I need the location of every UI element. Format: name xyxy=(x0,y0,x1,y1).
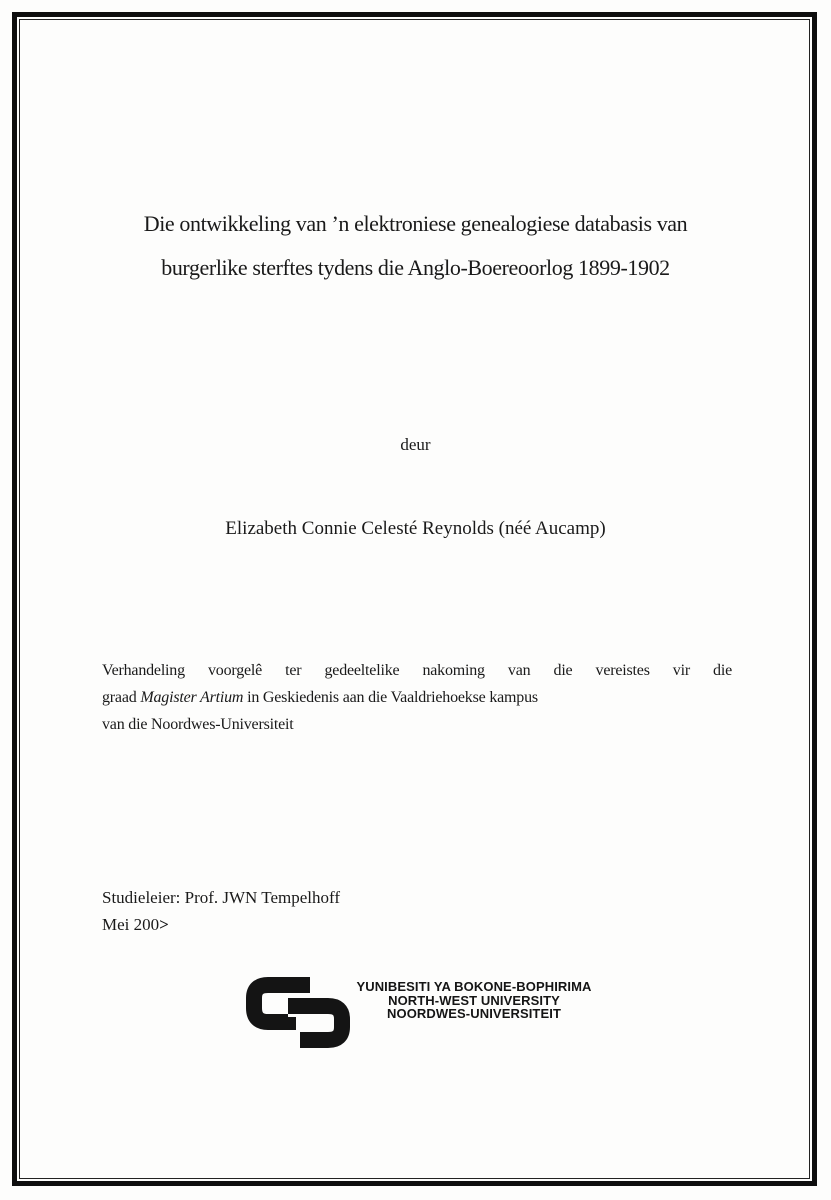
thesis-title-line1: Die ontwikkeling van ’n elektroniese genealogiese databasis van xyxy=(143,211,688,236)
logo-text-setswana: YUNIBESITI YA BOKONE-BOPHIRIMA xyxy=(356,979,592,994)
degree-statement xyxy=(102,657,732,738)
date-line xyxy=(102,911,340,938)
degree-name-italic: Magister Artium xyxy=(140,689,244,706)
nwu-chain-links-logo-icon xyxy=(246,976,350,1050)
date-prefix: Mei 200 xyxy=(102,915,160,934)
university-logo xyxy=(246,976,592,1050)
thesis-title-line2: burgerlike sterftes tydens die Anglo-Boereoorlog 1899-1902 xyxy=(161,255,670,280)
logo-text-afrikaans: NOORDWES-UNIVERSITEIT xyxy=(387,1006,561,1021)
supervisor-line: Studieleier: Prof. JWN Tempelhoff xyxy=(102,888,341,907)
degree-statement-line3: van die Noordwes-Universiteit xyxy=(102,716,294,733)
thesis-title xyxy=(60,202,771,290)
date-final-digit: > xyxy=(159,915,169,934)
supervisor-block xyxy=(102,884,340,938)
author-name: Elizabeth Connie Celesté Reynolds (néé Aucamp) xyxy=(225,518,606,539)
logo-text-english: NORTH-WEST UNIVERSITY xyxy=(388,992,560,1008)
degree-statement-line2-suffix: in Geskiedenis aan die Vaaldriehoekse kampus xyxy=(243,689,538,706)
degree-statement-line1: Verhandeling voorgelê ter gedeeltelike nakoming van die vereistes vir die xyxy=(102,662,732,679)
degree-statement-line2 xyxy=(102,684,732,711)
degree-statement-line2-prefix: graad xyxy=(102,689,141,706)
byline-deur: deur xyxy=(400,435,431,454)
university-logo-text xyxy=(356,980,592,1021)
